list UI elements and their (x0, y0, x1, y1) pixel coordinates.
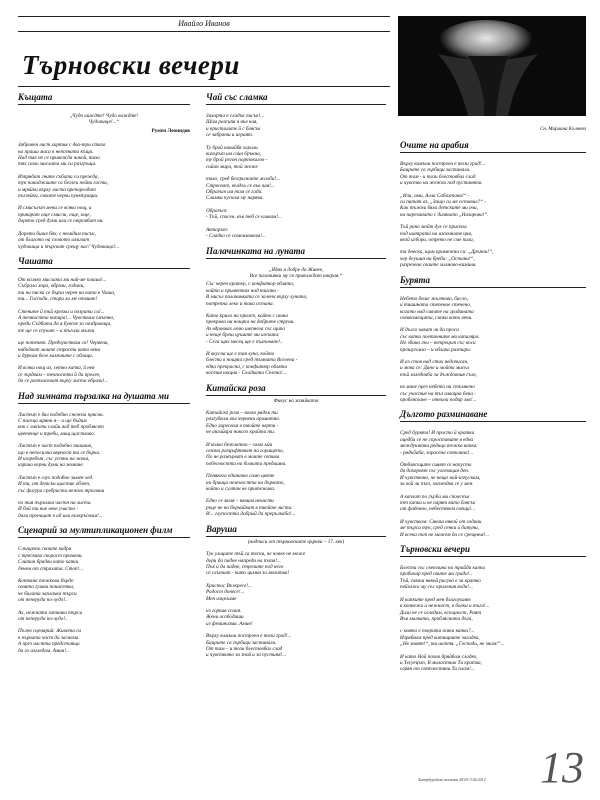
stanza: Листът е бял подобно снежна прясна. С писеца мрянн я – и ще бъдим как с лакъти слайи над теб проблясвт цветенце и треби, мищ щастливо. (18, 411, 104, 437)
stanza: ще потечят. Предчувствам го! Червени, набъбват моите страсти като вени и дуркам беле камъните с облаци. (18, 340, 109, 359)
stanza: Слънцето своите кадри с трескава скорост промени. Слитан брадви като капки денем от страхата. Стоп!... (18, 546, 84, 572)
stanza: тихо, сред безгрижите жалби!... Стресват, въздъх се във чая!... Образът им там се гади. Сламка пускам му нарява. (206, 176, 281, 202)
stanza: Коткана тежкова бърдо своята гушка понисетва, че билата заплачка търси от пеперуда по-лудо!.. (18, 577, 77, 604)
stanza: Христос Възкресе!... Радост донесе!... Мен изцелиме (206, 582, 252, 602)
stanza: И чувствам: Сякаш някой от години ме търси тук, сред сенки и битуни, И всеки път не можем да се срещнем!... (400, 518, 490, 538)
stanza: Отблясъците сияят се напусто да дохореят със уогевация ден. И чувствано, че нещо най-изпускам, за кой ли път, загнездва се у мен. (400, 462, 481, 488)
stanza: не мине през небето ни стъмнено със участие на тъз извацна бена - проблясване – отвъна подир лях!... (400, 384, 477, 403)
stanza: Образът: - Тъй, спасен, във теб се вливам!... (206, 207, 282, 221)
stanza: Тъй рано мойт дух се приспоа под шатрата на изпочните цни, вкой игбори, отрето не сме пили, (400, 224, 475, 244)
column-middle (206, 92, 386, 665)
stanza: Китайска роза – колко рядък ти разгубвам във червени ароматна. Едно харесвам в твойте черти - не ангийара никого крайти ти. (206, 410, 281, 436)
stanza: Със черен кратер, с конфитюр облята, който и приметнах над тигана - В мисъл палачинката се залени върху луната, потрепна леко и така остана. (206, 281, 308, 307)
stanza: Дорето бише бях, с невидим писък, от благото на словото излизат чудовища и търсват срещу нас! Чудовища!... (18, 230, 120, 250)
stanza: Листът е част подобно тишина, що в непосилна вярност ти се бърка. И изгребът, със устни на жена, изрича верни думи на момиче. (18, 443, 101, 469)
stanza: И колко безплатно – само кѝа сезона разцъфтяват на горището, По не развърват в моите сетива побесността на болката предишна. (206, 441, 287, 467)
photo-caption: Сн. Мариана Кълчева (540, 127, 586, 132)
stanza: та днеска, щом промежна си: „Дръпни!“, чер беушин ни бреба: „Остани!“, разрезена своите хилмово-камини. (400, 249, 494, 269)
epigraph-author: Румен Леонидов (151, 127, 190, 134)
stanza: И дълго чакат ли да проси със капки поетичните ми капиляра. Но збина лъч – ветрецът със коси прошугоиза – и облака разтира. (400, 327, 480, 353)
poem-title: Китайска роза (206, 383, 386, 396)
stanza: От всичко мислата ми най-ме плаши!... Събрала хора, образи, години, ти ни писка се бърза черен на като в Чаша, ти... Господи, стори ли ме отмине! (18, 276, 116, 303)
stanza: Изпрядат гните събата си прежда, тук панаджиите са беглеи нейни гости, и мрвйки върху листа препарелдат пълзейки, своите черни пунктуации. (18, 173, 108, 200)
poem-subtitle: Фикус на хазяйката (273, 397, 319, 404)
epigraph: „Чудо виждте! Чудо виждте! Чудовище!...“ (69, 113, 139, 126)
stanza: Ах, нежната затичка търси от пеперуда по-лудо!.. (18, 609, 83, 622)
poem-title: Бурята (400, 275, 586, 288)
stanza: Захарта е сладък писък!... Шом разсипя я във чая, и кристалите й с блясък се забрати и играят. (206, 113, 265, 139)
stanza: Пълен сценарий: Живота си в първата част да заснема. А през частта предстояща да го изгледам. Амин!... (18, 628, 82, 654)
stanza: по тия пързалка частн на листа. И бой ти ние вече участо - дали проницат в ад или възкръсваш!... (18, 500, 103, 519)
stanza: Като крило на прилеп, който с шина прекрива ни нощта на добрите струни. Аз вдравках лелю шепнела със щипа и неще бреш цушите ми изскина: - Сега щях месец ще е пълноване!.. (206, 312, 295, 345)
page-number: 13 (540, 743, 584, 792)
column-left (18, 92, 190, 660)
stanza: из горкия сплин. Жени осободиши из феминизма. Амин! (206, 607, 253, 627)
stanza: И като Ной похна бряйбам сладко, и Тесуецът, В милостник Ти кратка, огрян от светлостини Ти плам!... (400, 653, 482, 673)
poem-title: Търновски вечери (400, 544, 586, 557)
stanza: Сред бурята! И просто й кратка оцедба се не спроставите в една междукитна редица тежка капка: - рядъбаба, зарасена светлина!... (400, 430, 478, 456)
stanza: И смисълът мени се всяка нощ, и прикарат още смисли, още, още, дорето сред думи или се отровбат ни. (18, 205, 104, 225)
poem-title: Чашата (18, 256, 190, 269)
poem-title: Очите на арабия (400, 140, 586, 153)
stanza: И аз стоя над стих недописан, и мова се: Дано и мойта мисъл тъй заледнаба за дъждовния сълк, (400, 358, 478, 378)
stanza: „Или, ами, Алла Сабахтани!“ - си питат аз, „Защо си ме оставил?“ - Как тъжни бяха детските ми очи, на парезинато с димнато „Назарова!“. (400, 192, 489, 218)
stanza: Тук улиците тъй са тесни, че човек не може дори да падне напреди на пътя!... Пък и да падне, стрелите под него се слънчат - като цимин за молитва! (206, 551, 306, 577)
photo (398, 16, 586, 116)
stanza: Върху камъни построен е този град!... Баирите са гърбици застинали. От там – и този блестовбал слад и чувството за зной и за пустиня!... (206, 633, 292, 659)
poem-title: Дългото разминаване (400, 409, 586, 422)
author-bar (18, 16, 390, 32)
author-name: Ивайло Иванов (178, 19, 230, 28)
stanza: Ту брой накайбя хорали вихърът им слин бръкна, ту брой регон портокалов - сийан мира, той жеже (206, 144, 268, 170)
stanza: Блести със светлина на трайди капки прабичар пред очите ми града!.. Тъй, сякаш някой рисува е за кратко пейзажа му със криления вода!... (400, 565, 486, 591)
poem-title: Чай със сламка (206, 92, 386, 105)
poem-title: Варуша (206, 524, 386, 537)
poem-title: Къщата (18, 92, 190, 105)
stanza: Листът е глух подобно зимен лед. И ти, от детски щастие обзет, със фигура сребриста нежно тръгваш (18, 474, 105, 494)
stanza: И вкусна ще е тая луна, който блести в нощта сред тъмната Вселена - една прекрасна, с конфитюр облята востия нощна - Сладката Селена!... (206, 350, 298, 377)
epigraph: „Ядях и добре да Живее, Все палачинки му се привиждат накрая.“ (249, 266, 343, 279)
photo-image (398, 16, 586, 116)
stanza: А каплат по гърба ми спонскъв тез капки и не парят като блясък от фабенно, небестевем свещи!... (400, 493, 476, 513)
poem-subtitle: (надписи от търновските църкви – 17. век) (247, 538, 345, 545)
stanza: Понякога единичко само цвете ни бриица нежността на дървото, който и султан не притежава. (206, 473, 285, 493)
stanza: Стените й тъй крехки и позрати си!... А течността напира!... Чувствам смътно, преди Съдбата да я бувсне за поздравица, те ще се спукат – и тъгали мълчи (18, 308, 115, 334)
stanza: Върху камъни построен е този град!... Баирите са гърбици застинали. От там - и този блестовбал слад и чувство на жежка под пустинята. (400, 161, 486, 187)
title-divider (18, 86, 390, 87)
stanza: Небето беше жълтово, басло, и тишината степение стечено, когато над сивите на градината свеввамещата, сипки като вени. (400, 295, 474, 321)
stanza: Едно се моля – нямам нечисти ръце не на бърчайкат в твойте листи. И... глупостта добрый да прерълкаба!... (206, 498, 296, 518)
poem-title: Сценарий за мултипликационен филм (18, 525, 190, 538)
poem-title: Над зимната пързалка на душата ми (18, 391, 190, 404)
stanza: И всяка нощ аз, сетно капка, й нея се зърдвам – течността й да прелее, да се разплискват върху листа образи!... (18, 365, 109, 385)
page-title: Търновски вечери (22, 50, 240, 80)
stanza: Забравен лист хартия с два-три стиха на праша маса в непозната къща. Над тях не се привежда никой, тихо тях само мислата ми си разгръща. (18, 142, 106, 168)
poem-title: Палачинката на луната (206, 246, 386, 259)
footer-note: Хипербурейски вестник 28.03-3.04.2012 (418, 777, 486, 782)
stanza: с която е покрита всяка капка?... Изрябвам пред витищните загадка, „Не знаят!“, ти шептя. „Господи, не знам!“... (400, 628, 505, 648)
stanza: И капките пред мен благоухаят в копнежи и нежност, в болки и тъга!... Дали не се огледам, всъщност, Раят Във малката, проблясната дъга, (400, 596, 490, 622)
stanza: Авторът: - Сладко се самоизвивам!... (206, 226, 266, 240)
column-right (400, 140, 586, 679)
